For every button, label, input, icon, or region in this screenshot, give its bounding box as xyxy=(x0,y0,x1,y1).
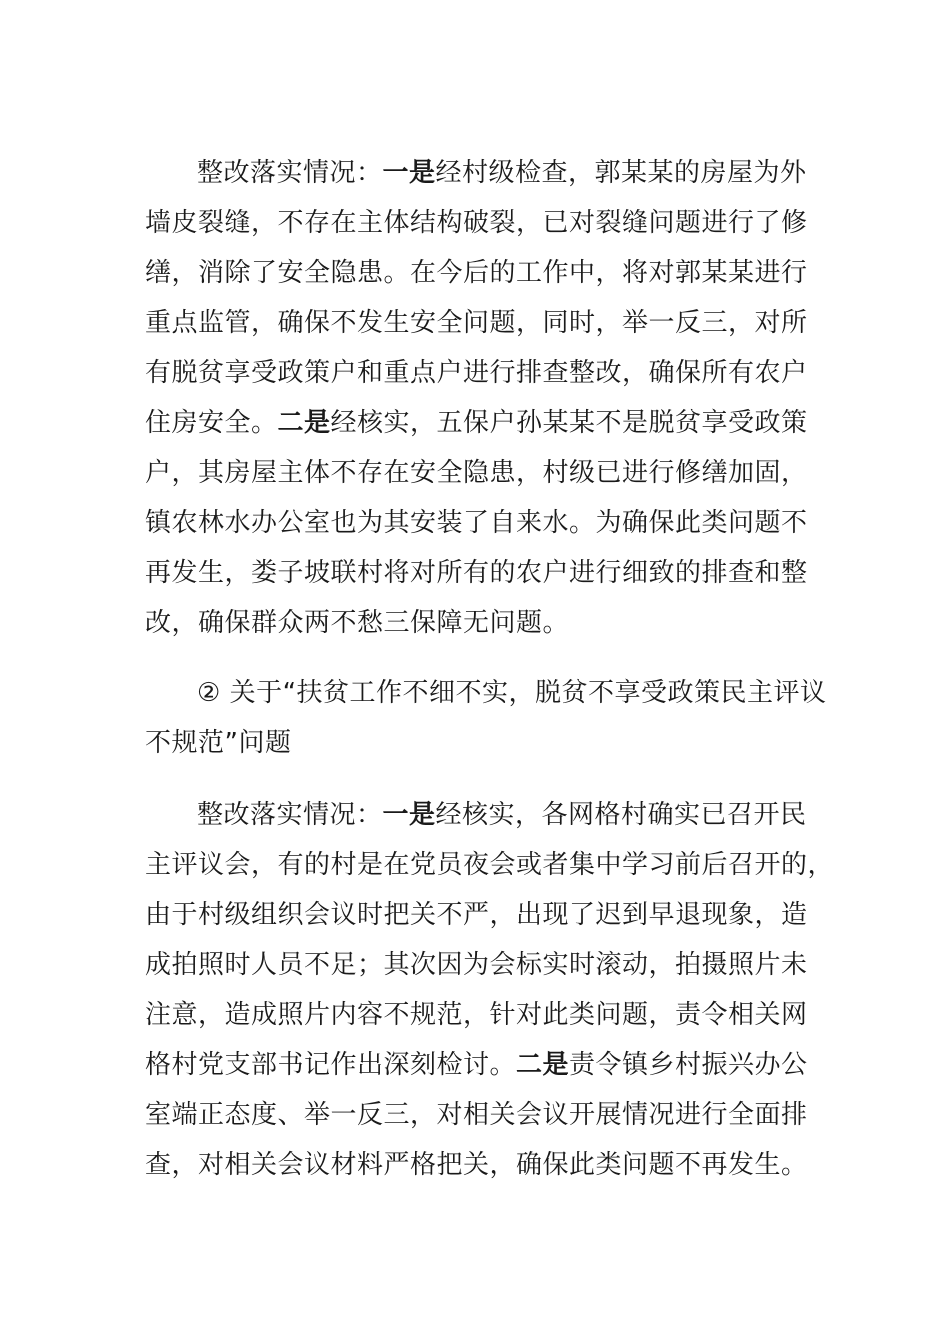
text-line: 镇农林水办公室也为其安装了自来水。为确保此类问题不 xyxy=(145,508,808,538)
text-line: 由于村级组织会议时把关不严，出现了迟到早退现象，造 xyxy=(145,900,808,930)
rectification-paragraph-2 xyxy=(145,790,835,1190)
bold-marker-second: 二是 xyxy=(277,408,331,438)
bold-marker-first: 一是 xyxy=(382,800,436,830)
text-segment: 经村级检查，郭某某的房屋为外 xyxy=(435,158,807,188)
text-line xyxy=(145,148,810,198)
rectification-paragraph-1 xyxy=(145,148,810,648)
text-segment: 经核实，各网格村确实已召开民 xyxy=(435,800,807,830)
text-line: 缮，消除了安全隐患。在今后的工作中，将对郭某某进行 xyxy=(145,258,808,288)
text-line: 查，对相关会议材料严格把关，确保此类问题不再发生。 xyxy=(145,1150,808,1180)
text-line: 改，确保群众两不愁三保障无问题。 xyxy=(145,608,570,638)
text-line: 有脱贫享受政策户和重点户进行排查整改，确保所有农户 xyxy=(145,358,808,388)
lead-label: 整改落实情况： xyxy=(197,158,383,188)
lead-label: 整改落实情况： xyxy=(197,800,383,830)
bold-marker-first: 一是 xyxy=(382,158,436,188)
issue-heading-line: 不规范”问题 xyxy=(145,728,292,758)
text-segment: 格村党支部书记作出深刻检讨。 xyxy=(145,1050,517,1080)
text-segment: 经核实，五保户孙某某不是脱贫享受政策 xyxy=(330,408,808,438)
text-line: 主评议会，有的村是在党员夜会或者集中学习前后召开的， xyxy=(145,850,835,880)
text-line: 室端正态度、举一反三，对相关会议开展情况进行全面排 xyxy=(145,1100,808,1130)
text-segment: 住房安全。 xyxy=(145,408,278,438)
text-line xyxy=(145,398,810,448)
bold-marker-second: 二是 xyxy=(516,1050,570,1080)
text-line: 注意，造成照片内容不规范，针对此类问题，责令相关网 xyxy=(145,1000,808,1030)
text-line xyxy=(145,790,810,840)
text-line: 成拍照时人员不足；其次因为会标实时滚动，拍摄照片未 xyxy=(145,950,808,980)
issue-heading-line: ② 关于“扶贫工作不细不实，脱贫不享受政策民主评议 xyxy=(197,678,827,708)
text-line: 再发生，娄子坡联村将对所有的农户进行细致的排查和整 xyxy=(145,558,808,588)
text-line xyxy=(145,1040,810,1090)
text-line: 户，其房屋主体不存在安全隐患，村级已进行修缮加固， xyxy=(145,458,808,488)
text-line: 重点监管，确保不发生安全问题，同时，举一反三，对所 xyxy=(145,308,808,338)
issue-heading-paragraph xyxy=(145,668,827,768)
text-segment: 责令镇乡村振兴办公 xyxy=(569,1050,808,1080)
text-line: 墙皮裂缝，不存在主体结构破裂，已对裂缝问题进行了修 xyxy=(145,208,808,238)
